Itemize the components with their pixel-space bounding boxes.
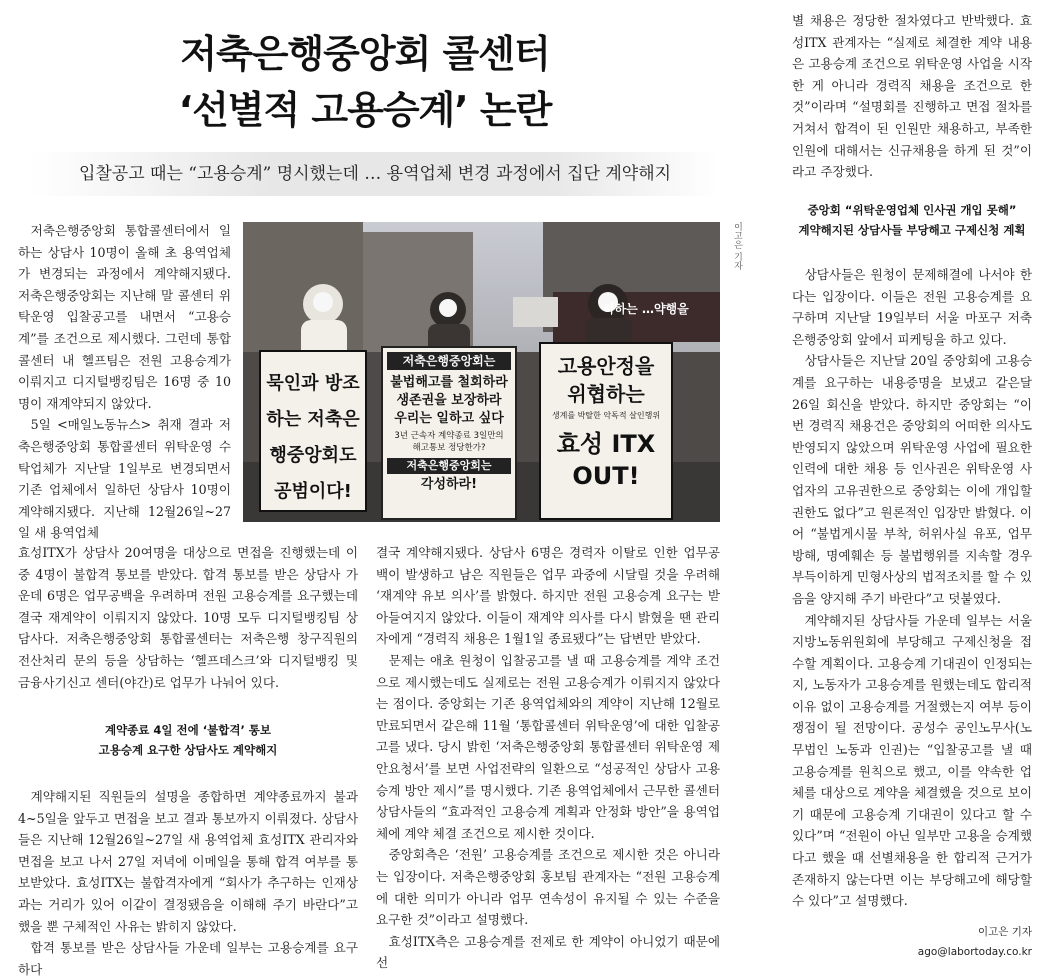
- column-1-top: [18, 220, 231, 544]
- sign-mid-line-1: 불법해고를 철회하라: [390, 375, 508, 390]
- sign-right-top: 고용안정을 위협하는: [557, 354, 655, 406]
- section-heading-1-line-2: 고용승계 요구한 상담사도 계약해지: [98, 743, 278, 757]
- byline-name: 이고은 기자: [977, 926, 1032, 938]
- picket-sign-right: [539, 342, 673, 520]
- article-photo: [243, 222, 720, 522]
- paragraph: 계약해지된 직원들의 설명을 종합하면 계약종료까지 불과 4~5일을 앞두고 면접을 보고 결과 통보까지 이뤄졌다. 상담사들은 지난해 12월26일~27일 새 용역업체 효성ITX 관리자와 면접을 보고 나서 27일 저녁에 이메일을 통해 합격 여부를 통보받았다. 효성ITX는 불합격자에게 “회사가 추구하는 인재상과는 거리가 있어 이같이 결정됐음을 이해해 주기 바란다”고 했을 뿐 구체적인 사유는 밝히지 않았다.: [18, 789, 358, 934]
- section-heading-2-line-1: 중앙회 “위탁운영업체 인사권 개입 못해”: [807, 203, 1017, 217]
- banner-text: 하하는 …약행을: [603, 302, 689, 316]
- headline: [120, 26, 610, 138]
- paragraph: 중앙회측은 ‘전원’ 고용승계를 조건으로 제시한 것은 아니라는 입장이다. 저축은행중앙회 홍보팀 관계자는 “전원 고용승계에 대한 의미가 아니라 업무 연속성이 유지될 수 있는 수준을 요구한 것”이라고 설명했다.: [376, 847, 720, 928]
- headline-line-2: ‘선별적 고용승계’ 논란: [178, 88, 552, 132]
- section-heading-1-line-1: 계약종료 4일 전에 ‘불합격’ 통보: [104, 723, 272, 737]
- sign-mid-bottom: 저축은행중앙회는: [387, 458, 511, 474]
- byline-email: ago@labortoday.co.kr: [917, 946, 1032, 958]
- paragraph: 별 채용은 정당한 절차였다고 반박했다. 효성ITX 관계자는 “실제로 체결한 계약 내용은 고용승계 조건으로 위탁운영 사업을 시작한 게 아니라 경력직 채용을 조건으로 한 것”이라며 “설명회를 진행하고 면접 절차를 거쳐서 합격이 된 인원만 채용하고, 부족한 인원에 대해서는 신규채용을 하게 된 것”이라고 주장했다.: [792, 13, 1032, 180]
- paragraph: 합격 통보를 받은 상담사들 가운데 일부는 고용승계를 요구하다: [18, 940, 358, 977]
- section-heading-2-line-2: 계약해지된 상담사들 부당해고 구제신청 계획: [798, 223, 1026, 237]
- sign-right-main: 효성 ITX OUT!: [556, 430, 656, 490]
- sign-mid-last: 각성하라!: [420, 477, 478, 492]
- paragraph: 결국 계약해지됐다. 상담사 6명은 경력자 이탈로 인한 업무공백이 발생하고 남은 직원들은 업무 과중에 시달릴 것을 우려해 ‘재계약 유보 의사’를 밝혔다. 하지만 전원 고용승계 요구는 받아들여지지 않았다. 이들이 재계약 의사를 다시 밝혔을 땐 관리자에게 “경력직 채용은 1월1일 종료됐다”는 답변만 받았다.: [376, 545, 720, 647]
- picket-sign-left: [259, 350, 367, 512]
- paragraph: 계약해지된 상담사들 가운데 일부는 서울지방노동위원회에 부당해고 구제신청을 접수할 계획이다. 고용승계 기대권이 인정되는지, 노동자가 고용승계를 원했는데도 합리적 이유 없이 고용승계를 거절했는지 여부 등이 쟁점이 될 전망이다. 공성수 공인노무사(노무법인 노동과 인권)는 “입찰공고를 낼 때 고용승계를 원칙으로 했고, 이를 약속한 업체를 대상으로 계약을 체결했을 것으로 보이기 때문에 고용승계 기대권이 있다고 할 수 있다”며 “전원이 아닌 일부만 고용을 승계했다고 했을 때 선별채용을 한 합리적 근거가 존재하지 않는다면 이는 부당해고에 해당할 수 있다”고 설명했다.: [792, 612, 1032, 909]
- photo-credit: 이고은 기자: [732, 222, 742, 270]
- column-3-bottom: [792, 264, 1032, 912]
- paragraph: 5일 <매일노동뉴스> 취재 결과 저축은행중앙회 통합콜센터 위탁운영 수탁업체가 지난달 1일부로 변경되면서 기존 업체에서 일하던 상담사 10명이 계약해지됐다. 지난해 12월26일~27일 새 용역업체: [18, 417, 231, 541]
- column-2: [376, 542, 720, 974]
- paragraph: 저축은행중앙회 통합콜센터에서 일하는 상담사 10명이 올해 초 용역업체가 변경되는 과정에서 계약해지됐다. 저축은행중앙회는 지난해 말 콜센터 위탁운영 입찰공고를 내면서 “고용승계”를 조건으로 제시했다. 그런데 통합콜센터 내 헬프팀은 전원 고용승계가 이뤄지고 디지털뱅킹팀은 16명 중 10명이 재계약되지 않았다.: [18, 223, 231, 411]
- paragraph: 상담사들은 원청이 문제해결에 나서야 한다는 입장이다. 이들은 전원 고용승계를 요구하며 지난달 19일부터 서울 마포구 저축은행중앙회 앞에서 피케팅을 하고 있다.: [792, 267, 1032, 347]
- picket-sign-middle: [381, 346, 517, 520]
- paragraph: 효성ITX가 상담사 20여명을 대상으로 면접을 진행했는데 이 중 4명이 불합격 통보를 받았다. 합격 통보를 받은 상담사 가운데 6명은 업무공백을 우려하며 전원 고용승계를 요구했는데 결국 재계약이 이뤄지지 않았다. 10명 모두 디지털뱅킹팀 상담사다. 저축은행중앙회 통합콜센터는 저축은행 창구직원의 전산처리 문의 등을 상담하는 ‘헬프데스크’와 디지털뱅킹 및 금융사기신고 센터(야간)로 업무가 나눠어 있다.: [18, 545, 358, 690]
- sign-mid-top: 저축은행중앙회는: [387, 352, 511, 370]
- sign-mid-small: 3년 근속자 계약종료 3일만의 해고통보 정당한가?: [394, 431, 504, 453]
- paragraph: 효성ITX측은 고용승계를 전제로 한 계약이 아니었기 때문에 선: [376, 933, 720, 971]
- sign-right-small: 생계를 박탈한 악독적 살인행위: [551, 411, 661, 420]
- sign-mid-line-2: 생존권을 보장하라: [396, 393, 502, 408]
- paragraph: 문제는 애초 원청이 입찰공고를 낼 때 고용승계를 계약 조건으로 제시했는데도 실제로는 전원 고용승계가 이뤄지지 않았다는 점이다. 중앙회는 기존 용역업체와의 계약이 지난해 12월로 만료되면서 같은해 11월 ‘통합콜센터 위탁운영’에 대한 입찰공고를 냈다. 당시 밝힌 ‘저축은행중앙회 통합콜센터 위탁운영 제안요청서’를 보면 사업전략의 일환으로 “성공적인 상담사 고용승계 방안 제시”를 명시했다. 기존 용역업체에서 근무한 콜센터 상담사들의 “효과적인 고용승계 계획과 안정화 방안”을 용역업체에 계약 체결 조건으로 제시한 것이다.: [376, 652, 720, 841]
- column-1-bottom: [18, 786, 358, 980]
- sign-mid-line-3: 우리는 일하고 싶다: [394, 411, 504, 426]
- sign-left-text: 묵인과 방조하는 저축은행중앙회도 공범이다!: [266, 373, 360, 502]
- headline-line-1: 저축은행중앙회 콜센터: [180, 32, 550, 76]
- column-3-top: [792, 10, 1032, 183]
- section-heading-2: [792, 200, 1032, 240]
- column-1-wide: [18, 542, 358, 693]
- subheadline: 입찰공고 때는 “고용승계” 명시했는데 … 용역업체 변경 과정에서 집단 계약해지: [30, 152, 720, 196]
- paragraph: 상담사들은 지난달 20일 중앙회에 고용승계를 요구하는 내용증명을 보냈고 같은달 26일 회신을 받았다. 하지만 중앙회는 “이번 경력직 채용건은 중앙회의 어떠한 의사도 반영되지 않았으며 위탁운영 사업에 필요한 인력에 대한 채용 등 인사권은 위탁운영 사업자의 고유권한으로 중앙회는 이에 개입할 권한도 없다”고 원론적인 입장만 밝혔다. 이어 “불법게시물 부착, 허위사실 유포, 업무방해, 명예훼손 등 불법행위를 지속할 경우 부득이하게 민형사상의 법적조치를 할 수 있음을 양지해 주기 바란다”고 덧붙였다.: [792, 353, 1032, 606]
- section-heading-1: [18, 720, 358, 760]
